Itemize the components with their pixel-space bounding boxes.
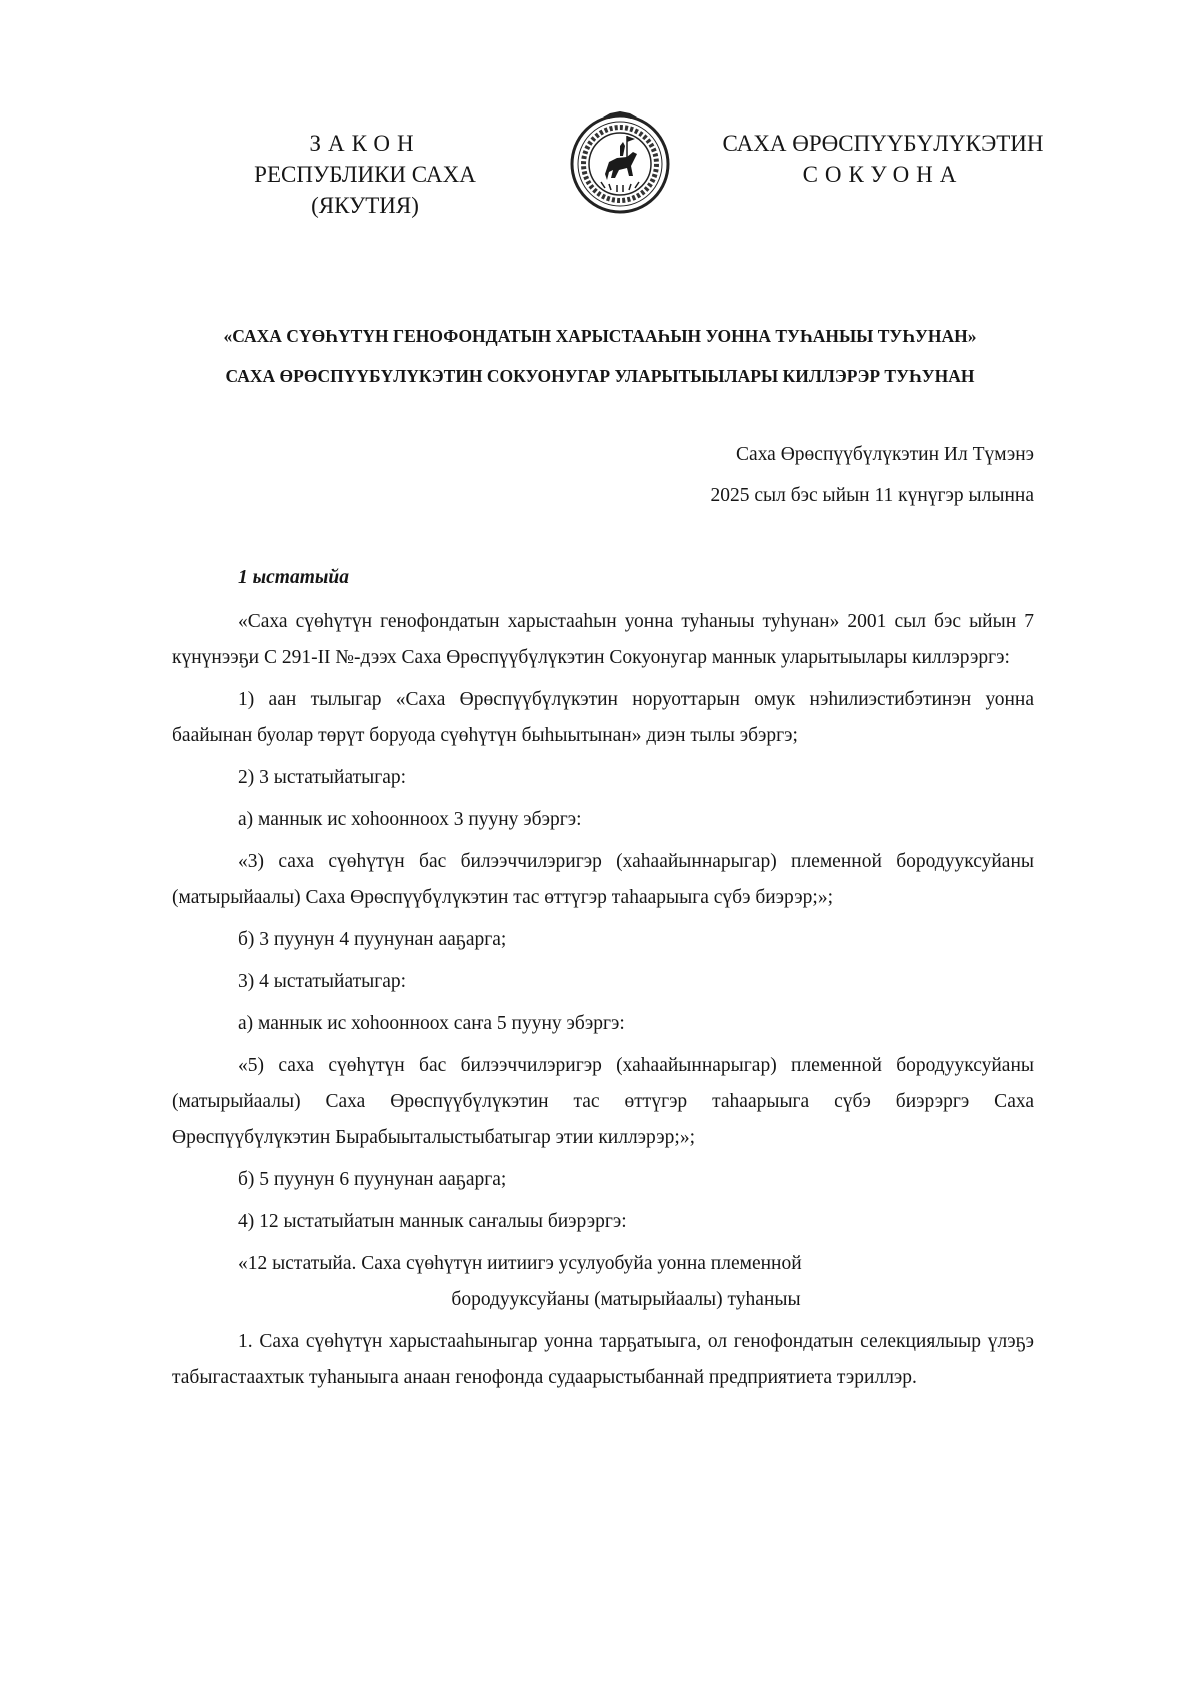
paragraph: «3) саха сүөһүтүн бас билээччилэригэр (хаһаайыннарыгар) племенной бородууксуйаны (матырыйаалы) Саха Өрөспүүбүлүкэтин тас өттүгэр таһаарыыга сүбэ биэрэр;»; [172,851,1034,908]
paragraph: б) 3 пуунун 4 пуунунан ааҕарга; [238,929,507,950]
header-law-label-sakha: СОКУОНА [802,162,964,187]
adoption-body: Саха Өрөспүүбүлүкэтин Ил Түмэнэ [736,444,1034,465]
paragraph: а) маннык ис хоһоонноох саҥа 5 пууну эбэргэ: [238,1013,625,1034]
coat-of-arms-emblem [565,108,675,218]
header-left [200,128,530,221]
adoption-date: 2025 сыл бэс ыйын 11 күнүгэр ылынна [710,485,1034,506]
paragraph: «Саха сүөһүтүн генофондатын харыстааһын уонна туһаныы туһунан» 2001 сыл бэс ыйын 7 күнүнээҕи С 291-II №-дээх Саха Өрөспүүбүлүкэтин Сокуонугар маннык уларытыылары киллэрэргэ: [172,611,1034,668]
paragraph: «5) саха сүөһүтүн бас билээччилэригэр (хаһаайыннарыгар) племенной бородууксуйаны (матырыйаалы) Саха Өрөспүүбүлүкэтин тас өттүгэр таһаарыыга сүбэ биэрэргэ Саха Өрөспүүбүлүкэтин Бырабыыталыстыбатыгар этии киллэрэр;»; [172,1055,1034,1148]
header-right [718,128,1048,190]
article-12-heading-line-1: «12 ыстатыйа. Саха сүөһүтүн иитиигэ усулуобуйа уонна племенной [238,1253,802,1274]
paragraph: 3) 4 ыстатыйатыгар: [238,971,407,992]
article-12-heading-line-2: бородууксуйаны (матырыйаалы) туһаныы [451,1289,801,1310]
adoption-block [710,434,1034,516]
title-line-1: «САХА СҮӨҺҮТҮН ГЕНОФОНДАТЫН ХАРЫСТААҺЫН УОННА ТУҺАНЫЫ ТУҺУНАН» [223,326,977,346]
header-republic-russian: РЕСПУБЛИКИ САХА (ЯКУТИЯ) [254,162,476,218]
header-law-label: ЗАКОН [309,131,421,156]
document-title [120,316,1080,396]
title-line-2: САХА ӨРӨСПҮҮБҮЛҮКЭТИН СОКУОНУГАР УЛАРЫТЫЫЛАРЫ КИЛЛЭРЭР ТУҺУНАН [225,366,975,386]
paragraph: 4) 12 ыстатыйатын маннык саҥалыы биэрэргэ: [238,1211,627,1232]
paragraph: 1) аан тылыгар «Саха Өрөспүүбүлүкэтин норуоттарын омук нэһилиэстибэтинэн уонна баайынан буолар төрүт боруода сүөһүтүн быһыытынан» диэн тылы эбэргэ; [172,689,1034,746]
header-republic-sakha: САХА ӨРӨСПҮҮБҮЛҮКЭТИН [722,131,1044,156]
paragraph: б) 5 пуунун 6 пуунунан ааҕарга; [238,1169,507,1190]
paragraph: а) маннык ис хоһоонноох 3 пууну эбэргэ: [238,809,582,830]
clause-1: 1. Саха сүөһүтүн харыстааһыныгар уонна тарҕатыыга, ол генофондатын селекциялыыр үлэҕэ табыгастаахтык туһаныыга анаан генофонда судаарыстыбаннай предприятиета тэриллэр. [172,1331,1034,1388]
document-body [172,560,1034,1396]
paragraph: 2) 3 ыстатыйатыгар: [238,767,407,788]
article-heading: 1 ыстатыйа [238,567,350,588]
